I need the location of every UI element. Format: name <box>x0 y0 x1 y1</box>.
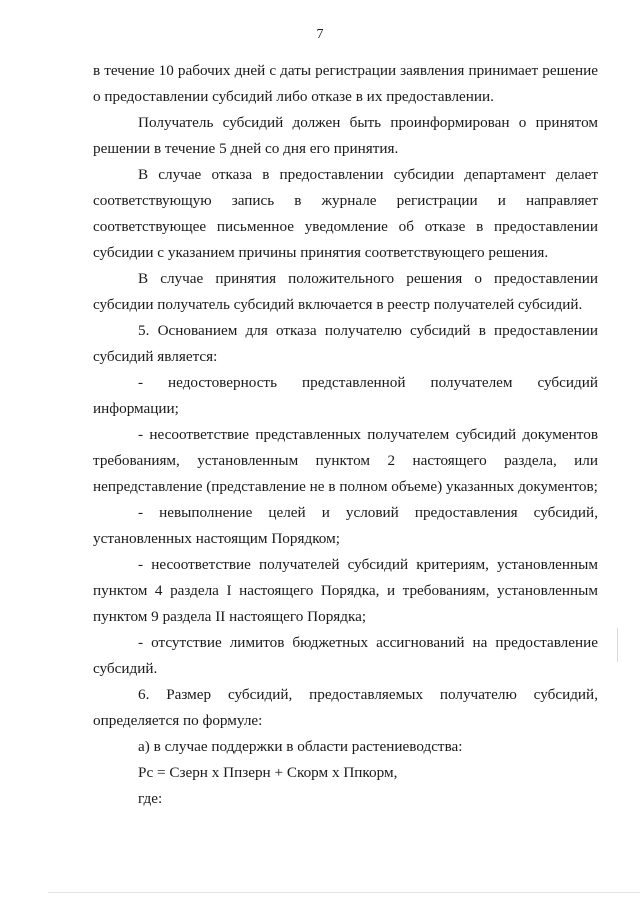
paragraph-subitem-a: а) в случае поддержки в области растениеводства: <box>138 738 463 755</box>
list-item-nonfulfillment: - невыполнение целей и условий предоставления субсидий, установленных настоящим Порядком; <box>93 504 598 547</box>
paragraph-notification: Получатель субсидий должен быть проинформирован о принятом решении в течение 5 дней со дня его принятия. <box>93 114 598 157</box>
scan-bottom-edge <box>48 892 640 893</box>
list-item-unreliability: - недостоверность представленной получателем субсидий информации; <box>93 374 598 417</box>
paragraph-item-5: 5. Основанием для отказа получателю субсидий в предоставлении субсидий является: <box>93 322 598 365</box>
paragraph-refusal: В случае отказа в предоставлении субсидии департамент делает соответствующую запись в журнале регистрации и направляет соответствующее письменное уведомление об отказе в предоставлении субсидии с указанием причины принятия соответствующего решения. <box>93 166 598 261</box>
document-body <box>93 58 598 812</box>
paragraph-item-6: 6. Размер субсидий, предоставляемых получателю субсидий, определяется по формуле: <box>93 686 598 729</box>
formula-where: где: <box>138 790 163 807</box>
paragraph-positive-decision: В случае принятия положительного решения о предоставлении субсидии получатель субсидий включается в реестр получателей субсидий. <box>93 270 598 313</box>
page-number: 7 <box>316 27 324 42</box>
list-item-noncompliance-criteria: - несоответствие получателей субсидий критериям, установленным пунктом 4 раздела I настоящего Порядка, и требованиям, установленным пунктом 9 раздела II настоящего Порядка; <box>93 556 598 625</box>
list-item-no-limits: - отсутствие лимитов бюджетных ассигнований на предоставление субсидий. <box>93 634 598 677</box>
paragraph-continuation: в течение 10 рабочих дней с даты регистрации заявления принимает решение о предоставлении субсидий либо отказе в их предоставлении. <box>93 62 598 105</box>
formula: Рс = Сзерн х Ппзерн + Скорм х Ппкорм, <box>138 764 398 781</box>
scan-margin-mark <box>617 628 618 662</box>
list-item-noncompliance-documents: - несоответствие представленных получателем субсидий документов требованиям, установленным пунктом 2 настоящего раздела, или непредставление (представление не в полном объеме) указанных документов; <box>93 426 598 495</box>
